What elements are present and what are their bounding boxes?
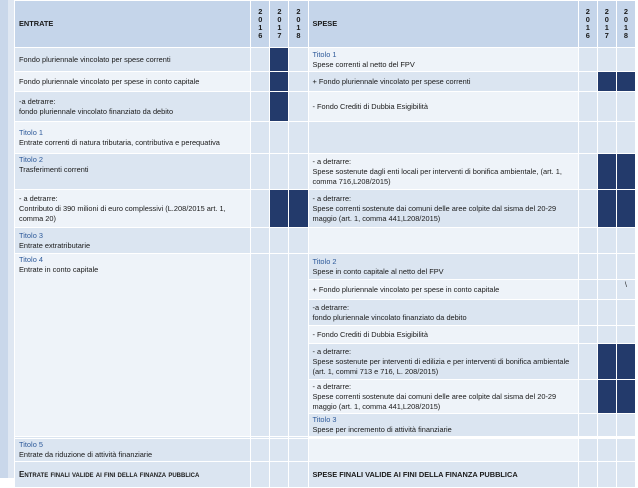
left-row-fpv-capitale: Fondo pluriennale vincolato per spese in conto capitale (15, 72, 251, 92)
row-text: Entrate correnti di natura tributaria, contributiva e perequativa (19, 137, 220, 147)
entrate-spese-table (14, 0, 636, 488)
right-row-detrarre-sisma-2 (308, 380, 578, 414)
table-row (15, 122, 636, 154)
cell[interactable] (251, 122, 270, 154)
cell[interactable] (289, 154, 308, 190)
cell[interactable] (289, 72, 308, 92)
cell[interactable] (578, 228, 597, 254)
cell[interactable] (578, 190, 597, 228)
right-row-empty (308, 439, 578, 462)
cell[interactable] (251, 92, 270, 122)
header-row (15, 1, 636, 48)
cell[interactable] (616, 228, 635, 254)
cell[interactable] (251, 72, 270, 92)
cell[interactable] (270, 439, 289, 462)
row-text: - a detrarre: (312, 156, 352, 166)
cell[interactable] (597, 190, 616, 228)
cell[interactable] (289, 190, 308, 228)
cell[interactable] (597, 254, 616, 280)
row-text: Entrate extratributarie (19, 240, 91, 250)
row-title: Titolo 3 (312, 415, 337, 424)
cell[interactable] (578, 254, 597, 280)
cell[interactable] (270, 228, 289, 254)
row-text: - a detrarre: (312, 193, 352, 203)
cell[interactable] (597, 122, 616, 154)
row-text: fondo pluriennale vincolato finanziato da debito (19, 106, 174, 116)
cell[interactable] (616, 462, 635, 488)
cell[interactable] (251, 190, 270, 228)
row-text: Spese in conto capitale al netto del FPV (312, 266, 444, 276)
table-row (15, 228, 636, 254)
row-text: Entrate finali valide ai fini della finanza pubblica (19, 469, 200, 479)
cell[interactable] (270, 92, 289, 122)
cell[interactable] (578, 48, 597, 72)
year-2018: 2018 (293, 6, 303, 39)
row-text: Contributo di 390 milioni di euro complessivi (L.208/2015 art. 1, comma 20) (19, 203, 226, 223)
row-text: Spese per incremento di attività finanziarie (312, 425, 452, 434)
cell[interactable] (270, 190, 289, 228)
right-row-empty (308, 228, 578, 254)
row-text: Spese sostenute per interventi di edilizia e per interventi di bonifica ambientale (art. 1, commi 713 e 716, L. 208/2015) (312, 356, 570, 376)
year-2016: 2016 (583, 6, 593, 39)
cell[interactable] (597, 300, 616, 326)
cell[interactable] (578, 122, 597, 154)
cell[interactable] (597, 462, 616, 488)
cell[interactable] (578, 72, 597, 92)
cell[interactable] (616, 380, 635, 414)
row-title: Titolo 2 (19, 155, 43, 164)
row-text: Spese sostenute dagli enti locali per interventi di bonifica ambientale, (art. 1, comma 716,L208/2015) (312, 166, 562, 186)
cell[interactable] (270, 72, 289, 92)
cell[interactable] (251, 228, 270, 254)
year-2016-header-left (251, 1, 270, 48)
spese-finali-label: SPESE FINALI VALIDE AI FINI DELLA FINANZA PUBBLICA (308, 462, 578, 488)
cell[interactable] (597, 72, 616, 92)
cell[interactable] (251, 439, 270, 462)
right-row-titolo3 (308, 414, 578, 437)
cell[interactable] (289, 439, 308, 462)
cell[interactable] (270, 122, 289, 154)
entrate-header: ENTRATE (15, 1, 251, 48)
cell[interactable] (289, 92, 308, 122)
cell[interactable] (616, 92, 635, 122)
cell[interactable] (597, 48, 616, 72)
left-row-titolo1 (15, 122, 251, 154)
year-2017-header-right (597, 1, 616, 48)
cell[interactable] (597, 414, 616, 437)
cell[interactable] (270, 48, 289, 72)
cell[interactable] (578, 300, 597, 326)
cell[interactable] (289, 254, 308, 437)
right-row-detrarre-fpv-debito (308, 300, 578, 326)
row-text: - a detrarre: (312, 381, 352, 391)
footer-row (15, 462, 636, 488)
cell[interactable] (251, 462, 270, 488)
row-text: fondo pluriennale vincolato finanziato da debito (312, 312, 467, 322)
row-title: Titolo 4 (19, 255, 43, 264)
row-text: -a detrarre: (19, 96, 56, 106)
year-2017: 2017 (602, 6, 612, 39)
row-text: Entrate da riduzione di attività finanziarie (19, 450, 153, 459)
cell[interactable] (289, 462, 308, 488)
cell[interactable] (578, 280, 597, 300)
row-text: Spese correnti sostenute dai comuni delle aree colpite dal sisma del 20-29 maggio (art. 1, comma 441,L208/2015) (312, 391, 557, 411)
cell[interactable] (578, 326, 597, 344)
cell[interactable] (597, 344, 616, 380)
left-row-detrarre-fpv-debito (15, 92, 251, 122)
year-2018-header-left (289, 1, 308, 48)
cell[interactable] (597, 228, 616, 254)
year-2018: 2018 (621, 6, 631, 39)
row-text: - a detrarre: (312, 346, 352, 356)
table-row (15, 154, 636, 190)
cell[interactable] (578, 344, 597, 380)
right-row-titolo2 (308, 254, 578, 280)
right-row-detrarre-edilizia (308, 344, 578, 380)
cell[interactable] (616, 280, 635, 300)
right-row-fpv-capitale: + Fondo pluriennale vincolato per spese in conto capitale (308, 280, 578, 300)
cell[interactable] (597, 326, 616, 344)
row-title: Titolo 5 (19, 440, 43, 449)
right-row-empty (308, 122, 578, 154)
row-title: Titolo 3 (19, 230, 43, 240)
cell[interactable] (616, 300, 635, 326)
cell[interactable] (578, 154, 597, 190)
row-title: Titolo 1 (312, 49, 337, 59)
left-row-fpv-correnti: Fondo pluriennale vincolato per spese correnti (15, 48, 251, 72)
table-row (15, 254, 636, 280)
right-row-detrarre-sisma (308, 190, 578, 228)
backslash-mark: \ (624, 280, 627, 289)
row-title: Titolo 1 (19, 127, 43, 137)
cell[interactable] (597, 154, 616, 190)
cell[interactable] (578, 462, 597, 488)
year-2016: 2016 (255, 6, 265, 39)
cell[interactable] (616, 326, 635, 344)
table-row (15, 92, 636, 122)
cell[interactable] (251, 154, 270, 190)
cell[interactable] (289, 228, 308, 254)
row-text: Trasferimenti correnti (19, 165, 89, 174)
row-text: Entrate in conto capitale (19, 265, 99, 274)
cell[interactable] (616, 72, 635, 92)
year-2018-header-right (616, 1, 635, 48)
row-text: Spese correnti sostenute dai comuni delle aree colpite dal sisma del 20-29 maggio (art. 1, comma 441,L208/2015) (312, 203, 557, 223)
cell[interactable] (616, 439, 635, 462)
row-text: -a detrarre: (312, 302, 350, 312)
cell[interactable] (597, 92, 616, 122)
cell[interactable] (270, 254, 289, 437)
entrate-finali-label (15, 462, 251, 488)
cell[interactable] (597, 439, 616, 462)
cell[interactable] (597, 280, 616, 300)
year-2016-header-right (578, 1, 597, 48)
cell[interactable] (616, 190, 635, 228)
left-row-titolo3 (15, 228, 251, 254)
cell[interactable] (289, 122, 308, 154)
cell[interactable] (578, 414, 597, 437)
cell[interactable] (616, 122, 635, 154)
right-row-titolo1 (308, 48, 578, 72)
year-2017: 2017 (274, 6, 284, 39)
table-row (15, 72, 636, 92)
cell[interactable] (616, 154, 635, 190)
right-row-detrarre-bonifica (308, 154, 578, 190)
cell[interactable] (270, 154, 289, 190)
left-row-titolo2 (15, 154, 251, 190)
cell[interactable] (251, 48, 270, 72)
cell[interactable] (578, 92, 597, 122)
cell[interactable] (616, 48, 635, 72)
cell[interactable] (578, 380, 597, 414)
left-row-titolo4 (15, 254, 251, 437)
table-row (15, 439, 636, 462)
left-edge-stripe (0, 0, 8, 478)
cell[interactable] (578, 439, 597, 462)
right-row-fpv-correnti: + Fondo pluriennale vincolato per spese correnti (308, 72, 578, 92)
left-row-detrarre-contributo (15, 190, 251, 228)
row-text: Spese correnti al netto del FPV (312, 59, 415, 69)
spese-header: SPESE (308, 1, 578, 48)
cell[interactable] (289, 48, 308, 72)
cell[interactable] (616, 414, 635, 437)
cell[interactable] (597, 380, 616, 414)
table-row (15, 190, 636, 228)
budget-table-wrapper (14, 0, 638, 478)
row-text: - a detrarre: (19, 193, 58, 203)
table-row (15, 48, 636, 72)
left-row-titolo5 (15, 439, 251, 462)
right-row-fcde-2: - Fondo Crediti di Dubbia Esigibilità (308, 326, 578, 344)
row-title: Titolo 2 (312, 256, 337, 266)
year-2017-header-left (270, 1, 289, 48)
right-row-fcde: - Fondo Crediti di Dubbia Esigibilità (308, 92, 578, 122)
cell[interactable] (616, 254, 635, 280)
cell[interactable] (270, 462, 289, 488)
cell[interactable] (616, 344, 635, 380)
cell[interactable] (251, 254, 270, 437)
